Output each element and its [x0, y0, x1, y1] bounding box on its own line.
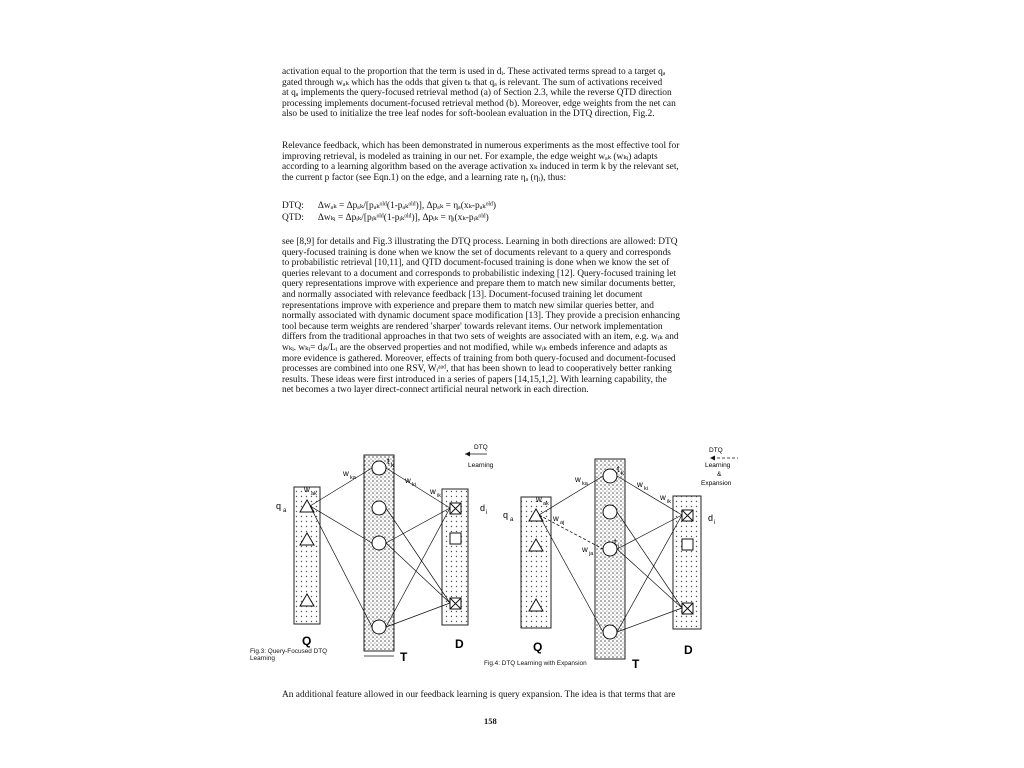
fig3-dtq-arrowhead [465, 452, 470, 457]
text-line: net becomes a two layer direct-connect artificial neural network in each direction. [282, 385, 589, 396]
text-line: wₖᵢ. wₖᵢ= dᵢₖ/Lᵢ are the observed properties and not modified, while wᵢₖ embeds inference and adapts as [282, 342, 668, 353]
text-line: at qₐ implements the query-focused retrieval method (a) of Section 2.3, while the reverse QTD direction [282, 88, 672, 99]
fig4-caption: Fig.4: DTQ Learning with Expansion [484, 660, 587, 667]
fig3-caption-line1: Fig.3: Query-Focused DTQ [250, 648, 328, 655]
text-line: also be used to initialize the tree leaf nodes for soft-boolean evaluation in the DTQ direction, Fig.2. [282, 109, 655, 120]
fig4-arrow-label-amp: & [717, 471, 722, 478]
fig4-w-ka-sub: ka [582, 481, 588, 487]
text-line: normally associated with dynamic document space modification [13]. They provide a precision enhancing [282, 311, 680, 322]
fig4-t-sub: k [621, 471, 624, 477]
fig4-w-ka: w [575, 475, 581, 484]
fig3-term-node [372, 536, 386, 550]
closing-line [282, 690, 718, 701]
page-number: 158 [484, 716, 497, 726]
qtd-formula: Δwₖᵢ = Δpᵢₖ/[pᵢₖᵒˡᵈ(1-pᵢₖᵒˡᵈ)], Δpᵢₖ = ηᵢ(xₖ-pᵢₖᵒˡᵈ) [317, 213, 489, 223]
fig4-term-node [603, 469, 617, 483]
fig4-arrow-label-bottom: Expansion [701, 480, 732, 487]
fig3-w-ik: w [430, 487, 436, 496]
fig3-arrow-label-bottom: Learning [468, 462, 494, 469]
text-line: processing implements document-focused retrieval method (b). Moreover, edge weights from the net can [282, 98, 676, 109]
fig4-term-node [603, 625, 617, 639]
qtd-label: QTD: [282, 213, 304, 223]
fig3-q-heading: Q [302, 634, 312, 648]
fig4-w-ki-sub: ki [644, 486, 648, 492]
fig3-term-node [372, 620, 386, 634]
fig4-doc-node [682, 539, 693, 550]
fig3-caption [250, 648, 327, 663]
fig4-q-heading: Q [533, 640, 543, 654]
text-line: processes are combined into one RSV, Wᵢᵃᵃᵈ, that has been shown to lead to cooperatively better ranking [282, 364, 672, 375]
text-line: more evidence is gathered. Moreover, effects of training from both query-focused and document-focused [282, 353, 676, 364]
fig3-caption-line2: Learning [250, 655, 275, 663]
text-line: gated through wₐₖ which has the odds that given tₖ that qₐ is relevant. The sum of activations received [282, 77, 663, 88]
fig3-d-label: d [480, 503, 486, 513]
fig3-w-ak-sub: ak [311, 491, 317, 497]
fig4-dtq-arrowhead [710, 456, 715, 461]
fig3-d-sub: i [486, 510, 488, 516]
fig3-w-ak: w [304, 485, 310, 494]
fig4-arrow-label-top: DTQ [709, 447, 723, 454]
fig4-w-aj-sub: aj [560, 520, 565, 526]
fig4-arrow-label-mid: Learning [705, 462, 731, 469]
text-line: to probabilistic retrieval [10,11], and QTD document-focused training is done when we know the set of [282, 258, 670, 269]
fig3-t-heading: T [400, 650, 408, 664]
fig3-w-ki: w [405, 476, 411, 485]
fig4-t-label: t [617, 464, 620, 474]
fig3-q-sub: a [283, 508, 287, 514]
text-line: tool because term weights are rendered 'sharper' towards relevant items. Our network implementation [282, 321, 663, 332]
fig4-w-ak: w [536, 495, 542, 504]
fig4-w-ik-sub: ik [667, 499, 671, 505]
fig4-q-label: q [503, 510, 509, 520]
text-line: according to a learning algorithm based on the average activation xₖ induced in term k by the relevant set, [282, 162, 679, 173]
fig3-t-sub: k [391, 463, 394, 469]
text-line: query representations improve with experience and prepare them to match new similar documents better, [282, 279, 676, 290]
fig4-w-ja-sub: ja [589, 551, 594, 557]
fig4-term-node [603, 505, 617, 519]
fig3-w-ik-sub: ik [437, 493, 441, 499]
text-line: see [8,9] for details and Fig.3 illustrating the DTQ process. Learning in both directions are allowed: DTQ [282, 237, 678, 247]
fig4-w-ja: w [582, 545, 588, 554]
fig4-q-sub: a [510, 517, 514, 523]
fig4-d-heading: D [684, 643, 693, 657]
closing-line-text: An additional feature allowed in our feedback learning is query expansion. The idea is that terms that are [282, 690, 676, 700]
fig4-t2-label: t [614, 537, 617, 547]
text-line: activation equal to the proportion that the term is used in dᵢ. These activated terms spread to a target qₐ [282, 67, 666, 77]
fig3-t-label: t [387, 456, 390, 466]
text-line: differs from the traditional approaches in that two sets of weights are associated with an item, e.g. wᵢₖ and [282, 332, 679, 343]
fig3-arrow-label-top: DTQ [474, 444, 488, 451]
fig4-w-aj: w [553, 514, 559, 523]
fig4-d-sub: i [714, 520, 716, 526]
fig3-w-ka: w [343, 469, 349, 478]
text-line: queries relevant to a document and corresponds to probabilistic indexing [12]. Query-focused training let [282, 268, 677, 279]
text-line: query-focused training is done when we know the set of documents relevant to a query and corresponds [282, 247, 671, 258]
fig3-q-label: q [276, 501, 282, 511]
text-line: the current p factor (see Eqn.1) on the edge, and a learning rate ηₐ (ηᵢ), thus: [282, 172, 567, 183]
fig4-t2-sub: j [618, 544, 620, 550]
dtq-formula: Δwₐₖ = Δpₐₖ/[pₐₖᵒˡᵈ(1-pₐₖᵒˡᵈ)], Δpₐₖ = ηₐ(xₖ-pₐₖᵒˡᵈ) [317, 201, 497, 211]
fig3-w-ki-sub: ki [412, 482, 416, 488]
fig4-w-ik: w [660, 493, 666, 502]
text-line: and normally associated with relevance feedback [13]. Document-focused training let document [282, 289, 643, 300]
fig4-w-ki: w [637, 480, 643, 489]
text-line: results. These ideas were first introduced in a series of papers [14,15,1,2]. With learning capability, the [282, 374, 667, 385]
fig4-d-label: d [708, 513, 714, 523]
text-line: improving retrieval, is modeled as training in our net. For example, the edge weight wₐₖ (wₖᵢ) adapts [282, 151, 658, 162]
dtq-label: DTQ: [282, 201, 304, 211]
fig3-w-ka-sub: ka [350, 475, 356, 481]
fig3-term-node [372, 501, 386, 515]
fig4-t-heading: T [632, 657, 640, 671]
figure-4 [503, 447, 738, 671]
fig4-w-ak-sub: ak [543, 501, 549, 507]
fig3-d-heading: D [455, 637, 464, 651]
fig3-term-node [372, 461, 386, 475]
fig3-doc-node [450, 533, 461, 544]
text-line: representations improve with experience and prepare them to match new similar queries better, and [282, 300, 654, 311]
figure-3 [276, 444, 494, 664]
text-line: Relevance feedback, which has been demonstrated in numerous experiments as the most effective tool for [282, 141, 680, 151]
